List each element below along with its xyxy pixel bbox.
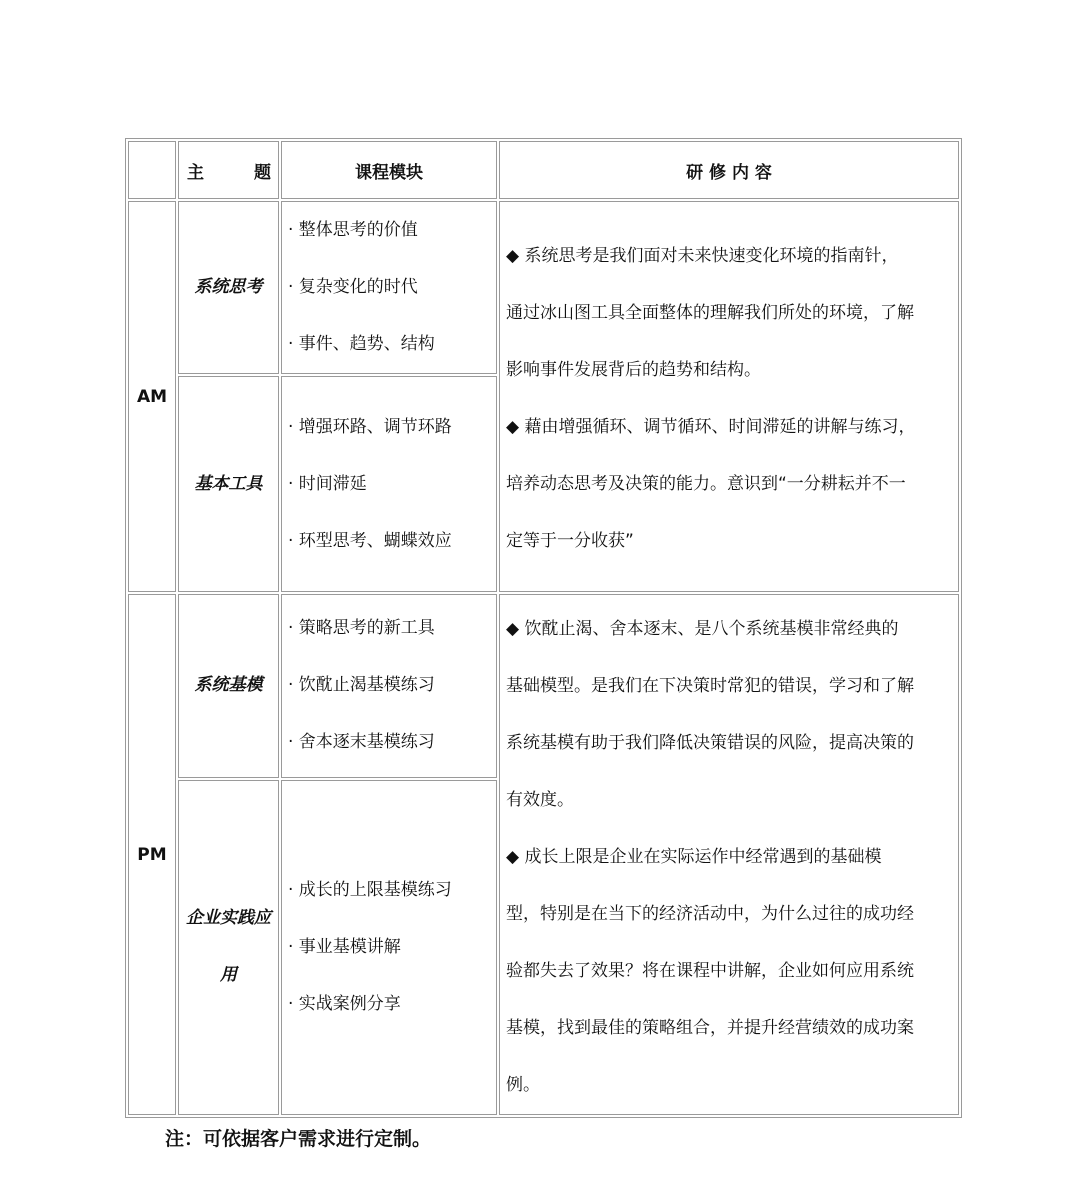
module-item: · 复杂变化的时代 <box>288 277 418 297</box>
content-line: ◆ 藉由增强循环、调节循环、时间滞延的讲解与练习， <box>506 417 916 437</box>
module-item: · 整体思考的价值 <box>288 220 418 240</box>
content-line: ◆ 饮酖止渴、舍本逐末、是八个系统基模非常经典的 <box>506 619 899 639</box>
module-item: · 实战案例分享 <box>288 993 401 1014</box>
module-item: · 增强环路、调节环路 <box>288 416 452 437</box>
content-line: 型，特别是在当下的经济活动中，为什么过往的成功经 <box>506 904 914 924</box>
footnote: 注：可依据客户需求进行定制。 <box>165 1128 432 1150</box>
content-line: 有效度。 <box>506 790 574 810</box>
am-modules-2 <box>281 376 497 592</box>
module-item: · 事件、趋势、结构 <box>288 334 435 354</box>
content-line: 验都失去了效果？将在课程中讲解，企业如何应用系统 <box>506 961 914 981</box>
pm-topic-2 <box>178 780 279 1115</box>
pm-content <box>499 594 959 1115</box>
am-modules-1 <box>281 201 497 374</box>
module-item: · 舍本逐末基模练习 <box>288 732 435 753</box>
content-line: 基础模型。是我们在下决策时常犯的错误，学习和了解 <box>506 676 914 696</box>
course-table <box>125 138 962 1118</box>
am-row-1 <box>128 201 959 374</box>
module-item: · 策略思考的新工具 <box>288 618 435 639</box>
content-line: 例。 <box>506 1075 540 1095</box>
pm-topic-2-line-2: 用 <box>220 965 237 986</box>
content-line: 基模，找到最佳的策略组合，并提升经营绩效的成功案 <box>506 1018 914 1038</box>
am-topic-1: 系统思考 <box>178 201 279 374</box>
pm-row-1 <box>128 594 959 778</box>
content-line: 影响事件发展背后的趋势和结构。 <box>506 360 761 380</box>
content-line: 系统基模有助于我们降低决策错误的风险，提高决策的 <box>506 733 914 753</box>
am-content <box>499 201 959 592</box>
content-line: 通过冰山图工具全面整体的理解我们所处的环境，了解 <box>506 303 914 323</box>
pm-label: PM <box>128 594 176 1115</box>
header-row <box>128 141 959 199</box>
am-topic-2: 基本工具 <box>178 376 279 592</box>
content-line: ◆ 系统思考是我们面对未来快速变化环境的指南针， <box>506 246 899 266</box>
header-content: 研 修 内 容 <box>499 141 959 199</box>
header-module: 课程模块 <box>281 141 497 199</box>
module-item: · 环型思考、蝴蝶效应 <box>288 530 452 551</box>
pm-modules-1 <box>281 594 497 778</box>
pm-topic-2-line-1: 企业实践应 <box>186 908 271 929</box>
header-blank-cell <box>128 141 176 199</box>
module-item: · 时间滞延 <box>288 473 367 494</box>
content-line: 培养动态思考及决策的能力。意识到“一分耕耘并不一 <box>506 474 906 494</box>
pm-topic-1: 系统基模 <box>178 594 279 778</box>
content-line: 定等于一分收获” <box>506 531 634 551</box>
am-label: AM <box>128 201 176 592</box>
module-item: · 事业基模讲解 <box>288 936 401 957</box>
module-item: · 成长的上限基模练习 <box>288 879 452 900</box>
content-line: ◆ 成长上限是企业在实际运作中经常遇到的基础模 <box>506 847 882 867</box>
module-item: · 饮酖止渴基模练习 <box>288 675 435 696</box>
pm-modules-2 <box>281 780 497 1115</box>
header-topic: 主 题 <box>178 141 279 199</box>
